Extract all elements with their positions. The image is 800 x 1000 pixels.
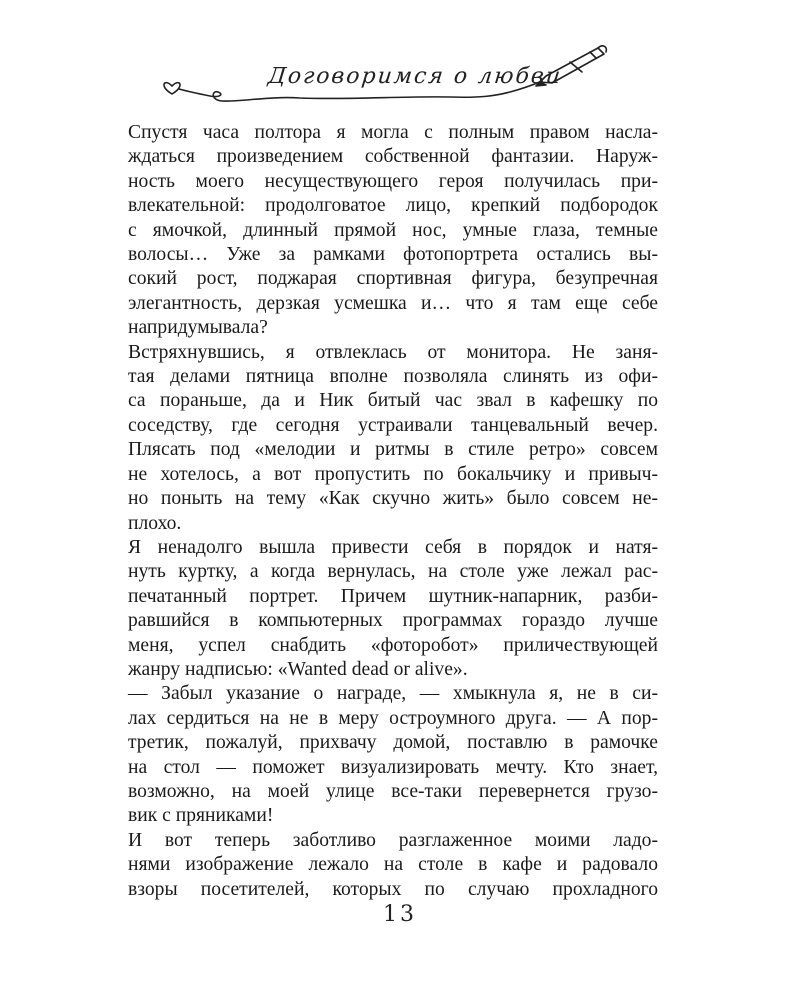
text-line: са пораньше, да и Ник битый час звал в кафешку по (128, 390, 658, 412)
text-line: печатанный портрет. Причем шутник-напарник, разби- (128, 585, 658, 607)
text-line: влекательной: продолговатое лицо, крепкий подбородок (128, 195, 658, 217)
text-line: Я ненадолго вышла привести себя в порядок и натя- (128, 536, 658, 558)
text-line: сокий рост, поджарая спортивная фигура, безупречная (128, 268, 658, 290)
heart-icon (164, 83, 180, 94)
paragraph (128, 536, 658, 682)
body-text (128, 121, 658, 902)
text-line: элегантность, дерзкая усмешка и… что я там еще себе (128, 292, 658, 314)
text-line: ждаться произведением собственной фантазии. Наруж- (128, 146, 658, 168)
text-line: напридумывала? (128, 317, 268, 339)
text-line: соседству, где сегодня устраивали танцевальный вечер. (128, 414, 658, 436)
text-line: третик, пожалуй, прихвачу домой, поставлю в рамочке (128, 732, 658, 754)
text-line: не хотелось, а вот пропустить по бокальчику и привыч- (128, 463, 658, 485)
paragraph (128, 121, 658, 341)
paragraph (128, 341, 658, 536)
text-line: лах сердиться на не в меру остроумного друга. — А пор- (128, 707, 658, 729)
text-line: Спустя часа полтора я могла с полным правом насла- (128, 122, 658, 143)
text-line: жанру надписью: «Wanted dead or alive». (128, 658, 468, 680)
text-line: но поныть на тему «Как скучно жить» было совсем не- (128, 488, 658, 510)
text-line: тая делами пятница вполне позволяла слинять из офи- (128, 366, 658, 388)
text-line: ность моего несуществующего героя получилась при- (128, 170, 658, 192)
text-line: плохо. (128, 512, 182, 534)
page-number: 13 (383, 902, 417, 927)
text-line: равшийся в компьютерных программах гораздо лучше (128, 610, 658, 632)
running-title: Договоримся о любви (266, 64, 564, 89)
text-line: — Забыл указание о награде, — хмыкнула я, не в си- (128, 683, 658, 705)
text-line: И вот теперь заботливо разглаженное моими ладо- (128, 829, 658, 851)
text-line: возможно, на моей улице все-таки перевернется грузо- (128, 780, 658, 802)
text-line: волосы… Уже за рамками фотопортрета остались вы- (128, 244, 658, 266)
paragraph (128, 682, 658, 828)
text-line: с ямочкой, длинный прямой нос, умные глаза, темные (128, 219, 658, 241)
text-line: взоры посетителей, которых по случаю прохладного (128, 878, 658, 900)
text-line: нями изображение лежало на столе в кафе и радовало (128, 854, 658, 876)
text-line: нуть куртку, а когда вернулась, на столе уже лежал рас- (128, 561, 658, 583)
text-line: меня, успел снабдить «фоторобот» приличествующей (128, 634, 658, 656)
paragraph (128, 829, 658, 902)
text-line: на стол — поможет визуализировать мечту. Кто знает, (128, 756, 658, 778)
text-line: Встряхнувшись, я отвлеклась от монитора. Не заня- (128, 341, 658, 363)
text-line: Плясать под «мелодии и ритмы в стиле ретро» совсем (128, 439, 658, 461)
text-line: вик с пряниками! (128, 805, 274, 827)
